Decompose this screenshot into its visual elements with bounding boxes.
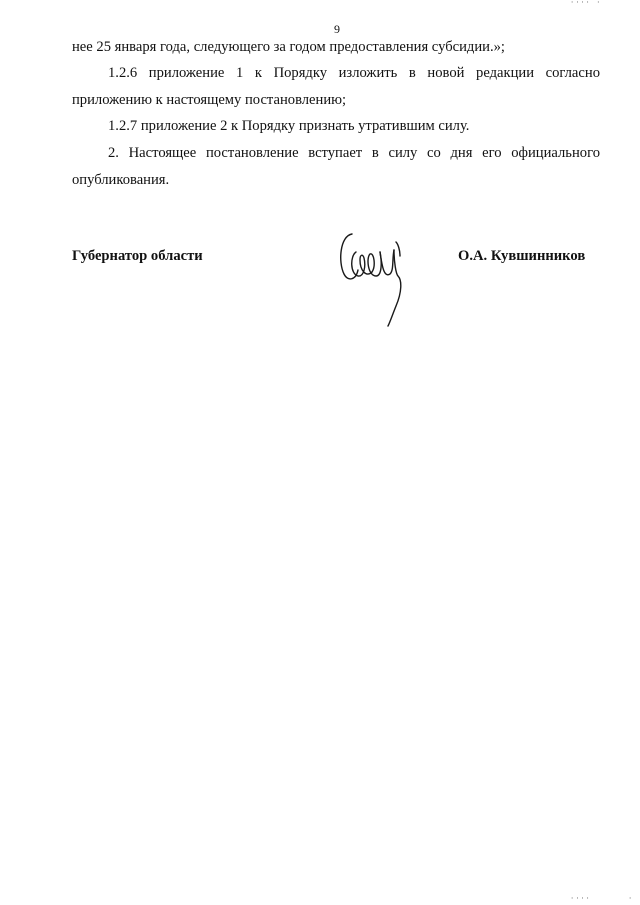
paragraph-continuation — [72, 34, 600, 61]
signatory-name: О.А. Кувшинников — [458, 248, 586, 264]
page-number: 9 — [334, 22, 340, 36]
scan-mark-bottom-right: ' — [628, 896, 634, 904]
paragraph-1-2-7 — [72, 113, 600, 140]
paragraph-effective-date — [72, 140, 600, 193]
paragraph-text: нее 25 января года, следующего за годом предоставления субсидии.»; — [72, 39, 505, 55]
paragraph-text: 1.2.7 приложение 2 к Порядку признать утратившим силу. — [108, 118, 470, 134]
signatory-position: Губернатор области — [72, 248, 203, 264]
paragraph-text: 1.2.6 приложение 1 к Порядку изложить в новой редакции согласно приложению к настоящему постановлению; — [72, 65, 600, 108]
scan-mark-bottom: '''' — [570, 896, 591, 904]
scan-mark-top: '''' ' — [570, 0, 602, 8]
handwritten-signature-icon — [330, 222, 420, 332]
paragraph-text: 2. Настоящее постановление вступает в силу со дня его официального опубликования. — [72, 145, 600, 188]
paragraph-1-2-6 — [72, 60, 600, 113]
